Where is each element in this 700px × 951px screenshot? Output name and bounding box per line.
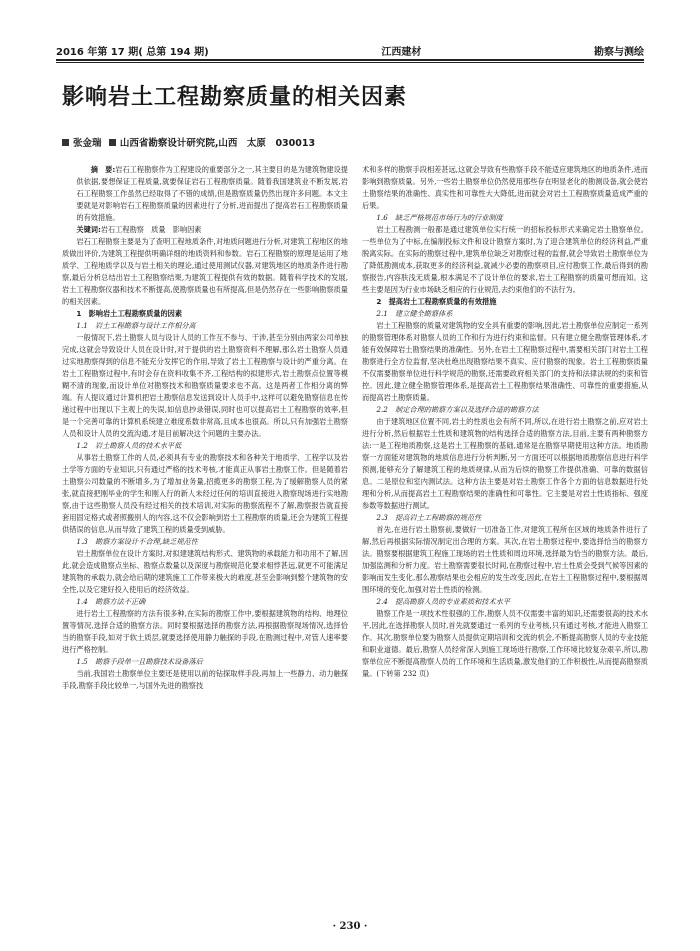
keywords (62, 224, 348, 236)
abstract (62, 164, 348, 224)
body-paragraph: 术和多样的勘察手段相差甚远,这就会导致有些勘察手段不能适应建筑地区的地质条件,进而影响到勘察质量。另外,一些岩土勘察单位仍然使用那些存在明显老化的勘测设备,就会使岩土勘察结果的准确性、真实性和可靠性大大降低,进而就会对岩土工程勘察质量造成严重的后果。 (362, 165, 648, 210)
header-rule-thin (56, 62, 644, 63)
subsection-heading: 1.2 岩土勘察人员的技术水平低 (76, 441, 182, 450)
abstract-label: 摘 要: (90, 165, 116, 174)
section-name: 勘察与测绘 (594, 47, 644, 58)
keywords-text: 岩石工程勘察 质量 影响因素 (100, 225, 202, 234)
article-title: 影响岩土工程勘察质量的相关因素 (62, 85, 408, 110)
journal-name: 江西建材 (381, 47, 422, 58)
keywords-label: 关键词: (76, 225, 101, 234)
page-number: · 230 · (332, 921, 368, 932)
body-paragraph: 首先,在进行岩土勘察前,要做好一切准备工作,对建筑工程所在区域的地质条件进行了解,然后再根据实际情况制定出合理的方案。其次,在岩土勘察过程中,要选择恰当的勘察方法。勘察要根据建筑工程施工现场的岩土性质和周边环境,选择最为恰当的勘察方法。最后,加强监测和分析力度。岩土勘察需要很长时间,在勘察过程中,岩土性质会受到气候等因素的影响而发生变化,那么勘察结果也会相应的发生改变,因此,在岩土工程勘察过程中,要根据周围环境的变化,加强对岩土性质的检测。 (362, 525, 648, 594)
body-paragraph: 一般情况下,岩土勘察人员与设计人员的工作互不参与、干涉,甚至分别由两家公司单独完成,这就会导致设计人员在设计时,对于提供的岩土勘察资料不理解,那么岩土勘察人员通过实地勘察得到的信息不能充分发挥它的作用,导致了岩土工程勘察与设计的严重分离。在岩土工程勘察过程中,有时会存在资料收集不齐,工程结构的拟建形式,岩土勘察点位置等模糊不清的现象,而设计单位对勘察技术和勘察质量要求也不高。这是两者工作相分离的弊端。有人提议通过计算机把岩土勘察信息发送到设计人员手中,这样可以避免勘察信息在传递过程中出现以下主观上的失误,如信息抄录错误,同时也可以提高岩土工程勘察的效率,但是一个完善可靠的计算机系统建立难度系数非常高,且成本也很高。所以,只有加强岩土勘察人员和设计人员的交流沟通,才是目前解决这个问题的主要办法。 (62, 333, 348, 438)
body-paragraph: 进行岩土工程勘察的方法有很多种,在实际的勘察工作中,要根据建筑物的结构、地理位置等情况,选择合适的勘察方法。同时要根据选择的勘察方法,再根据勘察现场情况,选择恰当的勘察手段,如对于软土质层,就要选择使用静力触探的手段,在勘测过程中,对管人速率要进行严格控制。 (62, 609, 348, 654)
author-affiliation: 山西省勘察设计研究院,山西 太原 030013 (119, 138, 316, 149)
subsection-heading: 1.5 勘察手段单一且勘察技术设备落后 (76, 657, 203, 666)
subsection-heading: 1.4 勘察方法不正确 (76, 597, 146, 606)
subsection-heading: 2.4 提高勘察人员的专业素质和技术水平 (376, 597, 511, 606)
body-paragraph: 岩土勘察单位在设计方案时,对拟建建筑结构形式、建筑物的承载能力和功用不了解,因此,就会造成勘察点坐标、勘察点数量以及深度与勘察规范化要求相悖甚远,就更不可能满足建筑物的承载力,就会给后期的建筑施工工作带来极大的难度,甚至会影响到整个建筑物的安全性,以及它建好投入使用后的经济效益。 (62, 549, 348, 594)
issue-info: 2016 年第 17 期( 总第 194 期) (56, 47, 209, 58)
subsection-heading: 2.2 制定合理的勘察方案以及选择合适的勘察方法 (376, 405, 539, 414)
header-rule-thick (56, 59, 644, 61)
body-paragraph: 当前,我国岩土勘察单位主要还是使用以前的钻探取样手段,再加上一些静力、动力触探手段,勘察手段比较单一,与国外先进的勘察技 (62, 669, 348, 690)
subsection-heading: 1.1 岩土工程勘察与设计工作相分离 (76, 321, 196, 330)
body-paragraph: 从事岩土勘察工作的人员,必须具有专业的勘察技术和各种关于地质学、工程学以及岩土学等方面的专业知识,只有通过严格的技术考核,才能真正从事岩土勘察工作。但是随着岩土勘察公司数量的不断增多,为了增加业务量,招揽更多的勘察工程,为了缓解勘察人员的紧张,就直接把刚毕业的学生和刚入行的新人未经过任何的培训直接进入勘察现场进行实地勘察,由于这些勘察人员没有经过相关的技术培训,对实际的勘察流程不了解,勘察报告就直接套用固定格式或者照搬别人的内容,这不仅会影响到岩土工程勘察的质量,还会为建筑工程提供错误的信息,从而导致了建筑工程的质量受到威胁。 (62, 453, 348, 534)
affiliation-bullet-icon (109, 139, 116, 146)
body-paragraph: 岩土工程勘测一般都是通过建筑单位实行统一的招标投标形式来确定岩土勘察单位。一些单位为了中标,在编制投标文件和设计勘察方案时,为了迎合建筑单位的经济利益,严重脱离实际。在实际的勘察过程中,建筑单位缺乏对勘察过程的监督,就会导致岩土勘察单位为了降低勘测成本,获取更多的经济利益,就减少必要的勘察项目,应付勘察工作,最后得到的勘察报告,内容肤浅无质量,根本满足不了设计单位的要求,岩土工程勘察的质量可想而知。这些主要是因为行业市场缺乏相应的行业规范,去约束他们的不法行为。 (362, 225, 648, 294)
body-paragraph: 由于建筑地区位置不同,岩土的性质也会有所不同,所以,在进行岩土勘察之前,应对岩土进行分析,然后根据岩土性质和建筑物的结构选择合适的勘察方法,目前,主要有两种勘察方法:一是工程地质勘察,这是岩土工程勘察的基础,通常是在勘察早期使用这种方法。地质勘察一方面能对建筑物的地质信息进行分析判断,另一方面还可以根据地质勘察信息进行科学预测,能够充分了解建筑工程的地质规律,从而为后续的勘察工作提供准确、可靠的数据信息。二是原位和室内测试法。这种方法主要是对岩土勘察工作各个方面的信息数据进行处理和分析,从而提高岩土工程勘察结果的准确性和可靠性。它主要是对岩土性质指标、强度参数等数据进行测试。 (362, 417, 648, 510)
subsection-heading: 2.3 提高岩土工程勘察的规范性 (376, 513, 482, 522)
right-column-body (362, 164, 648, 680)
body-paragraph: 岩石工程勘察主要是为了查明工程地质条件,对地质问题进行分析,对建筑工程地区的地质做出评价,为建筑工程提供明确详细的地质资料和参数。岩石工程勘察的原理是运用了地质学、工程地质学以及与岩土相关的理论,通过使用测试仪器,对建筑地区的地质条件进行勘察,最后分析总结出岩土工程勘察结果,为建筑工程提供有效的数据。随着科学技术的发展,岩土工程勘察仪器和技术不断提高,使勘察质量也有所提高,但是仍然存在一些影响勘察质量的相关因素。 (62, 237, 348, 306)
running-header (56, 40, 644, 58)
abstract-text: 岩石工程勘察作为工程建设的重要部分之一,其主要目的是为建筑物建设提供依据,要想保证工程质量,就要保证岩石工程勘察质量。随着我国建筑业不断发展,岩石工程勘察工作虽然已经取得了不错的成绩,但是勘察质量仍然出现许多问题。本文主要就是对影响岩石工程勘察质量的因素进行了分析,进而提出了提高岩石工程勘察质量的有效措施。 (76, 165, 348, 222)
author-name: 张金瑞 (73, 138, 102, 149)
section-heading: 2 提高岩土工程勘察质量的有效措施 (376, 297, 497, 306)
author-line (62, 135, 319, 149)
subsection-heading: 1.6 缺乏严格规范市场行为的行业制度 (376, 213, 503, 222)
right-column (362, 164, 648, 904)
left-column (62, 164, 348, 904)
section-heading: 1 影响岩土工程勘察质量的因素 (76, 309, 183, 318)
body-paragraph: 岩土工程勘察的质量对建筑物的安全具有重要的影响,因此,岩土勘察单位应制定一系列的勘察管理体系对勘察人员的工作和行为进行约束和监督。只有建立健全勘察管理体系,才能有效保障岩土勘察结果的准确性。另外,在岩土工程勘察过程中,需要相关部门对岩土工程勘察进行全方位监督,坚决杜绝出现勘察结果不真实、应付勘察的现象。岩土工程勘察质量不仅需要勘察单位进行科学规范的勘察,还需要政府相关部门的支持和法律法规的约束和管控。因此,建立健全勘察管理体系,是提高岩土工程勘察结果准确性、可靠性的重要措施,从而提高岩土勘察质量。 (362, 321, 648, 402)
subsection-heading: 1.3 勘察方案设计不合理,缺乏规范性 (76, 537, 198, 546)
body-paragraph: 勘察工作是一项技术性很强的工作,勘察人员不仅需要丰富的知识,还需要很高的技术水平,因此,在选择勘察人员时,首先就要通过一系列的专业考核,只有通过考核,才能进入勘察工作。其次,勘察单位要为勘察人员提供定期培训和交流的机会,不断提高勘察人员的专业技能和职业道德。最后,勘察人员经常深入到施工现场进行勘察,工作环境比较复杂艰辛,所以,勘察单位应不断提高勘察人员的工作环境和生活质量,激发他们的工作积极性,从而提高勘察质量。(下转第 232 页) (362, 609, 648, 678)
left-column-body (62, 236, 348, 692)
subsection-heading: 2.1 建立健全勘察体系 (376, 309, 453, 318)
author-bullet-icon (62, 139, 69, 146)
